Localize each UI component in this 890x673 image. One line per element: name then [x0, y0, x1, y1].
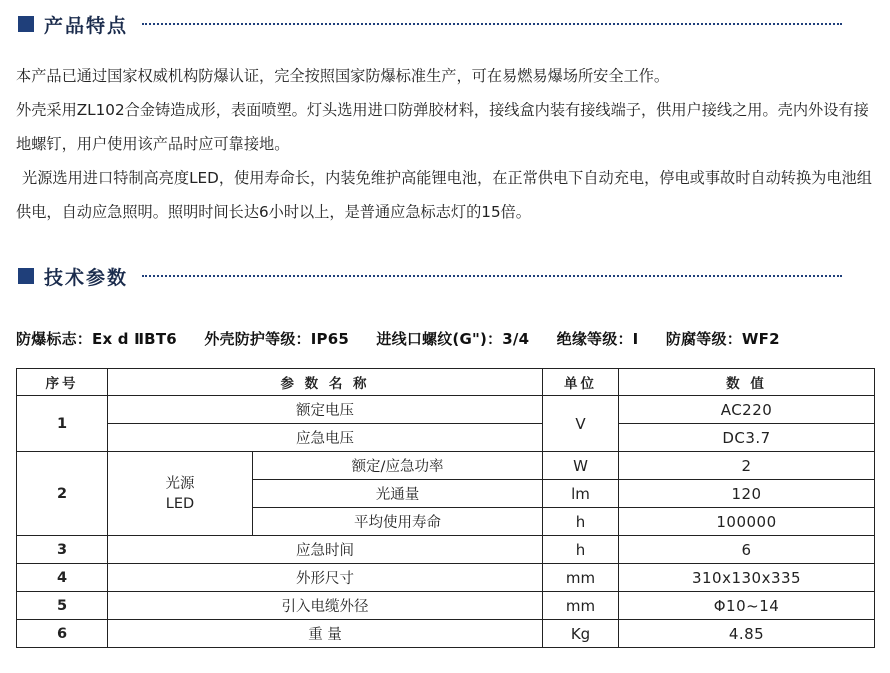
row-unit: h: [543, 536, 619, 564]
row-unit: Kg: [543, 620, 619, 648]
row-value: 120: [619, 480, 875, 508]
parameter-table: [16, 368, 875, 648]
table-row: [17, 396, 875, 424]
header-index: 序号: [17, 369, 108, 396]
header-parameter-name: 参 数 名 称: [108, 369, 543, 396]
row-value: AC220: [619, 396, 875, 424]
row-value: 2: [619, 452, 875, 480]
row-index: 4: [17, 564, 108, 592]
section-heading-features: [18, 12, 842, 36]
row-unit: h: [543, 508, 619, 536]
dotted-divider: [142, 23, 842, 25]
row-index: 2: [17, 452, 108, 536]
section-title: 产品特点: [44, 14, 129, 37]
row-name: 应急电压: [108, 424, 543, 452]
row-value: Φ10~14: [619, 592, 875, 620]
row-value: 100000: [619, 508, 875, 536]
feature-paragraph-2: 外壳采用ZL102合金铸造成形，表面喷塑。灯头选用进口防弹胶材料，接线盒内装有接线端子，供用户接线之用。壳内外设有接地螺钉，用户使用该产品时应可靠接地。: [16, 101, 869, 153]
spec-anticorrosion: 防腐等级：WF2: [665, 330, 780, 348]
table-row: [17, 592, 875, 620]
row-value: 310x130x335: [619, 564, 875, 592]
row-unit: lm: [543, 480, 619, 508]
section-title: 技术参数: [44, 266, 129, 289]
table-row: [17, 452, 875, 480]
spec-summary-line: [16, 328, 780, 349]
row-index: 5: [17, 592, 108, 620]
table-row: [17, 424, 875, 452]
row-index: 3: [17, 536, 108, 564]
table-row: [17, 564, 875, 592]
row-value: 4.85: [619, 620, 875, 648]
row-name: 重 量: [108, 620, 543, 648]
row-index: 6: [17, 620, 108, 648]
table-row: [17, 620, 875, 648]
table-header-row: [17, 369, 875, 396]
heading-square-icon: [18, 16, 34, 32]
row-name: 额定/应急功率: [253, 452, 543, 480]
row-name: 额定电压: [108, 396, 543, 424]
row-name: 外形尺寸: [108, 564, 543, 592]
heading-square-icon: [18, 268, 34, 284]
dotted-divider: [142, 275, 842, 277]
spec-insulation: 绝缘等级：Ⅰ: [556, 330, 639, 348]
spec-protection-level: 外壳防护等级：IP65: [204, 330, 349, 348]
row-name: 引入电缆外径: [108, 592, 543, 620]
section-heading-specs: [18, 264, 842, 288]
feature-paragraph-3: 光源选用进口特制高亮度LED，使用寿命长，内装免维护高能锂电池，在正常供电下自动充电，停电或事故时自动转换为电池组供电，自动应急照明。照明时间长达6小时以上，是普通应急标志灯的15倍。: [16, 169, 872, 221]
row-name: 平均使用寿命: [253, 508, 543, 536]
row-unit: mm: [543, 564, 619, 592]
feature-paragraph-1: 本产品已通过国家权威机构防爆认证，完全按照国家防爆标准生产，可在易燃易爆场所安全工作。: [16, 67, 670, 85]
header-value: 数 值: [619, 369, 875, 396]
row-name: 光通量: [253, 480, 543, 508]
spec-thread: 进线口螺纹(G")：3/4: [376, 330, 530, 348]
table-row: [17, 536, 875, 564]
spec-explosion-mark: 防爆标志：Ex d ⅡBT6: [16, 330, 177, 348]
row-unit: mm: [543, 592, 619, 620]
header-unit: 单位: [543, 369, 619, 396]
row-name: 应急时间: [108, 536, 543, 564]
row-unit: W: [543, 452, 619, 480]
row-unit: V: [543, 396, 619, 452]
row-value: 6: [619, 536, 875, 564]
row-value: DC3.7: [619, 424, 875, 452]
row-group-light-source: 光源 LED: [108, 452, 253, 536]
row-index: 1: [17, 396, 108, 452]
